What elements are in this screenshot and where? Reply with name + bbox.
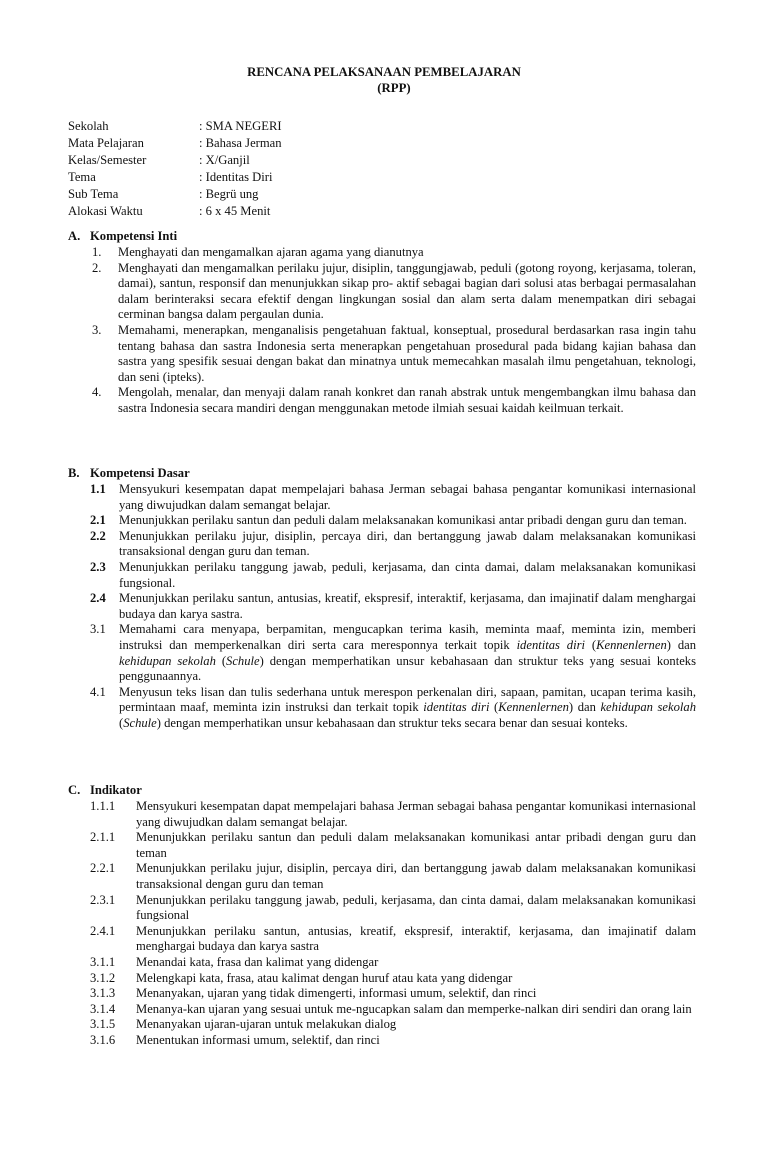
item-text: Menandai kata, frasa dan kalimat yang didengar (136, 954, 379, 969)
list-item (0, 924, 696, 955)
item-text: Menunjukkan perilaku tanggung jawab, peduli, kerjasama, dan cinta damai, dalam melaksanakan komunikasi fungsional. (119, 559, 696, 590)
info-label: Alokasi Waktu (68, 204, 143, 218)
list-item (0, 955, 696, 971)
item-text: Menanyakan ujaran-ujaran untuk melakukan dialog (136, 1017, 397, 1032)
item-text: Menunjukkan perilaku jujur, disiplin, percaya diri, dan bertanggung jawab dalam melaksanakan komunikasi transaksional dengan guru dan teman (136, 861, 696, 891)
info-row-alokasi-waktu (68, 204, 282, 221)
item-number: 2.1.1 (90, 830, 116, 845)
section-heading-kompetensi-inti (68, 229, 177, 245)
title-line-2: (RPP) (377, 81, 411, 95)
item-number: 2.2 (90, 528, 106, 543)
item-text-italic: Kennenlernen (596, 637, 667, 652)
item-number: 3. (92, 322, 102, 337)
title-line-1: RENCANA PELAKSANAAN PEMBELAJARAN (247, 65, 521, 79)
item-number: 1. (92, 245, 102, 259)
info-value: : 6 x 45 Menit (199, 204, 271, 218)
list-item (0, 560, 696, 591)
item-text: Mengolah, menalar, dan menyaji dalam ranah konkret dan ranah abstrak untuk mengembangkan ilmu bahasa dan sastra Indonesia secara mandiri dengan menggunakan metode ilmiah sesuai kaidah keilmuan terkait. (118, 385, 696, 415)
list-item (0, 591, 696, 622)
item-text-part: ) dan (568, 700, 601, 715)
item-number: 3.1.1 (90, 954, 116, 969)
item-number: 2.4.1 (90, 923, 116, 938)
item-number: 2. (92, 260, 102, 275)
item-text: Menunjukkan perilaku tanggung jawab, peduli, kerjasama, dan cinta damai, dalam melaksanakan komunikasi fungsional (136, 892, 696, 923)
item-text-italic: Schule (123, 715, 157, 730)
info-row-sekolah (68, 119, 282, 136)
item-number: 1.1 (90, 482, 106, 496)
item-text: Menunjukkan perilaku santun, antusias, kreatif, ekspresif, interaktif, kerjasama, dan imajinatif dalam menghargai budaya dan karya sastra. (119, 591, 696, 621)
list-item (0, 1017, 696, 1033)
item-number: 3.1.5 (90, 1017, 116, 1032)
item-text: Menanyakan, ujaran yang tidak dimengerti, informasi umum, selektif, dan rinci (136, 986, 537, 1001)
info-value: : Bahasa Jerman (199, 136, 282, 150)
list-item (0, 261, 696, 323)
section-letter: A. (68, 229, 81, 243)
info-row-mata-pelajaran (68, 136, 282, 153)
identity-block (68, 119, 282, 221)
item-number: 3.1.2 (90, 970, 116, 985)
item-number: 2.3.1 (90, 892, 116, 907)
section-title: Kompetensi Dasar (90, 466, 190, 480)
list-item (0, 986, 696, 1002)
section-title: Indikator (90, 783, 142, 797)
list-item (0, 1033, 696, 1049)
item-text-part: ) dengan memperhatikan unsur kebahasaan dan struktur teks secara benar dan sesuai konteks. (156, 715, 628, 730)
item-text: Menghayati dan mengamalkan ajaran agama yang dianutnya (118, 245, 424, 259)
info-label: Mata Pelajaran (68, 136, 144, 150)
item-number: 2.3 (90, 559, 106, 574)
item-text-part: ( (489, 700, 499, 715)
document-title (0, 64, 768, 96)
list-item (0, 893, 696, 924)
item-text-italic: kehidupan sekolah (119, 653, 216, 668)
list-item (0, 861, 696, 892)
item-text: Menunjukkan perilaku santun dan peduli dalam melaksanakan komunikasi antar pribadi dengan guru dan teman (136, 830, 696, 860)
info-row-sub-tema (68, 187, 282, 204)
indikator-list (0, 799, 768, 1049)
section-heading-indikator (68, 783, 142, 799)
item-text-italic: Schule (226, 653, 260, 668)
section-letter: C. (68, 783, 81, 797)
info-row-kelas-semester (68, 153, 282, 170)
info-label: Kelas/Semester (68, 153, 147, 167)
info-label: Tema (68, 170, 96, 184)
list-item (0, 830, 696, 861)
item-number: 2.2.1 (90, 861, 116, 876)
item-text-part: Menyusun teks lisan dan tulis sederhana untuk merespon perkenalan diri, sapaan, pamitan, ucapan terima kasih, permintaan maaf, meminta izin instruksi dan terkait topik (119, 684, 696, 715)
item-text: Mensyukuri kesempatan dapat mempelajari bahasa Jerman sebagai bahasa pengantar komunikasi internasional yang diwujudkan dalam semangat belajar. (119, 482, 696, 512)
item-text-part: ( (585, 637, 597, 652)
list-item (0, 482, 696, 513)
list-item (0, 1002, 696, 1018)
item-text-italic: identitas diri (516, 637, 586, 652)
item-number: 3.1.4 (90, 1001, 116, 1016)
list-item (0, 799, 696, 830)
item-number: 3.1.6 (90, 1032, 116, 1047)
section-heading-kompetensi-dasar (68, 466, 190, 482)
item-number: 2.1 (90, 513, 106, 528)
item-text-part: ) dengan memperhatikan unsur kebahasaan dan struktur teks yang sesuai konteks penggunaannya. (119, 653, 697, 684)
info-value: : SMA NEGERI (199, 119, 282, 133)
list-item (0, 385, 696, 416)
item-text-part: Memahami cara menyapa, berpamitan, mengucapkan terima kasih, meminta maaf, meminta izin, memberi instruksi dan memperkenalkan diri serta cara meresponnya terkait topik (119, 622, 696, 652)
info-label: Sub Tema (68, 187, 119, 201)
list-item (0, 245, 696, 261)
item-number: 2.4 (90, 591, 106, 606)
list-item (0, 685, 696, 732)
item-text-italic: Kennenlernen (498, 700, 569, 715)
item-number: 3.1.3 (90, 986, 116, 1001)
item-text-part: ) dan (666, 637, 696, 652)
item-text: Menunjukkan perilaku santun, antusias, kreatif, ekspresif, interaktif, kerjasama, dan imajinatif dalam menghargai budaya dan karya sastra (136, 923, 696, 954)
list-item (0, 971, 696, 987)
item-text-italic: kehidupan sekolah (600, 700, 696, 715)
info-label: Sekolah (68, 119, 109, 133)
item-number: 4. (92, 385, 102, 400)
list-item (0, 622, 696, 684)
item-text: Menanya-kan ujaran yang sesuai untuk me-ngucapkan salam dan memperke-nalkan diri sendiri dan orang lain (136, 1001, 692, 1016)
kompetensi-inti-list (0, 245, 768, 417)
item-text: Mensyukuri kesempatan dapat mempelajari bahasa Jerman sebagai bahasa pengantar komunikasi internasional yang diwujudkan dalam semangat belajar. (136, 799, 696, 829)
item-number: 1.1.1 (90, 799, 116, 813)
item-text: Menunjukkan perilaku santun dan peduli dalam melaksanakan komunikasi antar pribadi dengan guru dan teman. (119, 513, 687, 528)
item-text-part: ( (119, 715, 124, 730)
list-item (0, 529, 696, 560)
item-text: Menghayati dan mengamalkan perilaku jujur, disiplin, tanggungjawab, peduli (gotong royong, kerjasama, toleran, damai), santun, responsif dan menunjukkan sikap pro- aktif sebagai bagian dari solusi atas berbagai permasalahan dalam berinteraksi secara efektif dengan lingkungan sosial dan alam serta dalam menempatkan diri sebagai cerminan bangsa dalam pergaulan dunia. (118, 260, 696, 322)
item-text-italic: identitas diri (423, 700, 490, 715)
section-letter: B. (68, 466, 80, 480)
item-text: Melengkapi kata, frasa, atau kalimat dengan huruf atau kata yang didengar (136, 970, 513, 985)
item-text-part: ( (215, 653, 227, 668)
item-text: Menunjukkan perilaku jujur, disiplin, percaya diri, dan bertanggung jawab dalam melaksanakan komunikasi transaksional dengan guru dan teman. (119, 528, 696, 559)
item-text: Menentukan informasi umum, selektif, dan rinci (136, 1032, 380, 1047)
kompetensi-dasar-list (0, 482, 768, 732)
info-value: : X/Ganjil (199, 153, 250, 167)
info-row-tema (68, 170, 282, 187)
item-text: Memahami, menerapkan, menganalisis pengetahuan faktual, konseptual, prosedural berdasarkan rasa ingin tahu tentang bahasa dan sastra Indonesia serta menerapkan pengetahuan prosedural pada bidang kajian bahasa dan sastra yang spesifik sesuai dengan bakat dan minatnya untuk memecahkan masalah ilmu pengetahuan, teknologi, dan seni (ipteks). (118, 322, 696, 384)
info-value: : Identitas Diri (199, 170, 273, 184)
info-value: : Begrü ung (199, 187, 259, 201)
section-title: Kompetensi Inti (90, 229, 178, 243)
list-item (0, 323, 696, 385)
list-item (0, 513, 696, 529)
item-number: 4.1 (90, 684, 106, 699)
item-number: 3.1 (90, 622, 106, 637)
